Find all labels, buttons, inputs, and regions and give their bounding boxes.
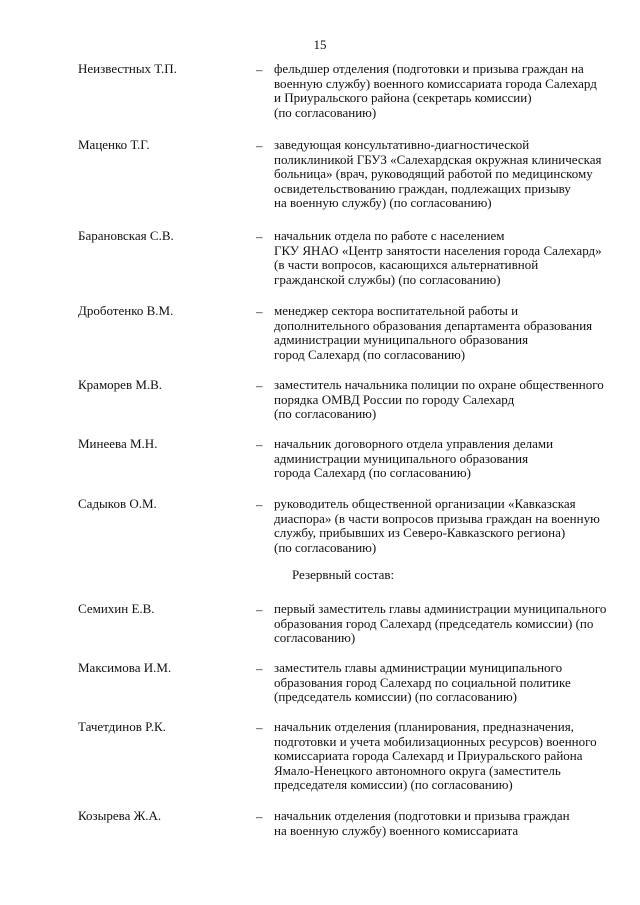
member-name: Барановская С.В. — [78, 228, 174, 243]
role-line: гражданской службы) (по согласованию) — [274, 271, 501, 287]
role-line: (по согласованию) — [274, 539, 377, 555]
dash-separator: – — [256, 602, 263, 617]
role-line: комиссариата города Салехард и Приуральского района — [274, 748, 583, 764]
dash-separator: – — [256, 809, 263, 824]
role-line: дополнительного образования департамента образования — [274, 317, 593, 333]
member-role — [274, 378, 614, 422]
dash-separator: – — [256, 62, 263, 77]
role-line: ГКУ ЯНАО «Центр занятости населения города Салехард» — [274, 242, 602, 258]
dash-separator: – — [256, 497, 263, 512]
role-line: военную службу) военного комиссариата города Салехард — [274, 75, 597, 91]
role-line: Ямало-Ненецкого автономного округа (заместитель — [274, 762, 561, 778]
role-line: заместитель главы администрации муниципального — [274, 660, 563, 675]
role-line: (по согласованию) — [274, 104, 377, 120]
member-role — [274, 437, 614, 481]
role-line: город Салехард (по согласованию) — [274, 346, 466, 362]
role-line: освидетельствованию граждан, подлежащих призыву — [274, 180, 571, 196]
member-role — [274, 229, 614, 287]
dash-separator: – — [256, 720, 263, 735]
member-name: Тачетдинов Р.К. — [78, 719, 166, 734]
dash-separator: – — [256, 661, 263, 676]
member-name: Краморев М.В. — [78, 377, 163, 392]
dash-separator: – — [256, 437, 263, 452]
member-name: Козырева Ж.А. — [78, 808, 162, 823]
role-line: начальник отдела по работе с населением — [274, 228, 505, 243]
role-line: заместитель начальника полиции по охране общественного — [274, 377, 604, 392]
role-line: согласованию) — [274, 630, 356, 646]
role-line: начальник отделения (планирования, предназначения, — [274, 719, 574, 734]
role-line: (по согласованию) — [274, 406, 377, 422]
member-name: Дроботенко В.М. — [78, 303, 174, 318]
role-line: подготовки и учета мобилизационных ресурсов) военного — [274, 733, 597, 749]
role-line: города Салехард (по согласованию) — [274, 465, 471, 481]
reserve-heading: Резервный состав: — [292, 567, 395, 582]
role-line: поликлиникой ГБУЗ «Салехардская окружная клиническая — [274, 151, 602, 167]
member-role — [274, 661, 614, 705]
role-line: образования город Салехард (председатель комиссии) (по — [274, 615, 594, 631]
role-line: администрации муниципального образования — [274, 332, 529, 348]
role-line: администрации муниципального образования — [274, 450, 529, 466]
role-line: на военную службу) военного комиссариата — [274, 822, 519, 838]
role-line: фельдшер отделения (подготовки и призыва граждан на — [274, 61, 584, 76]
role-line: (председатель комиссии) (по согласованию) — [274, 689, 518, 705]
role-line: руководитель общественной организации «Кавказская — [274, 496, 576, 511]
member-name: Садыков О.М. — [78, 496, 157, 511]
member-role — [274, 809, 614, 838]
dash-separator: – — [256, 378, 263, 393]
dash-separator: – — [256, 304, 263, 319]
role-line: (в части вопросов, касающихся альтернативной — [274, 257, 539, 273]
role-line: на военную службу) (по согласованию) — [274, 195, 492, 211]
page-number: 15 — [313, 37, 327, 52]
role-line: председателя комиссии) (по согласованию) — [274, 777, 513, 793]
role-line: заведующая консультативно-диагностической — [274, 137, 530, 152]
role-line: первый заместитель главы администрации муниципального — [274, 601, 607, 616]
role-line: порядка ОМВД России по городу Салехард — [274, 391, 515, 407]
role-line: и Приуральского района (секретарь комиссии) — [274, 90, 532, 106]
role-line: начальник договорного отдела управления делами — [274, 436, 554, 451]
member-role — [274, 497, 614, 555]
dash-separator: – — [256, 138, 263, 153]
member-name: Семихин Е.В. — [78, 601, 155, 616]
dash-separator: – — [256, 229, 263, 244]
role-line: службу, прибывших из Северо-Кавказского региона) — [274, 525, 566, 541]
member-role — [274, 62, 614, 120]
member-role — [274, 720, 614, 793]
role-line: образования город Салехард по социальной политике — [274, 674, 571, 690]
member-name: Неизвестных Т.П. — [78, 61, 177, 76]
member-name: Максимова И.М. — [78, 660, 172, 675]
role-line: больница» (врач, руководящий работой по медицинскому — [274, 166, 593, 182]
member-role — [274, 304, 614, 362]
member-role — [274, 602, 614, 646]
member-role — [274, 138, 614, 211]
role-line: начальник отделения (подготовки и призыва граждан — [274, 808, 570, 823]
member-name: Маценко Т.Г. — [78, 137, 150, 152]
role-line: диаспора» (в части вопросов призыва граждан на военную — [274, 510, 600, 526]
role-line: менеджер сектора воспитательной работы и — [274, 303, 519, 318]
member-name: Минеева М.Н. — [78, 436, 158, 451]
